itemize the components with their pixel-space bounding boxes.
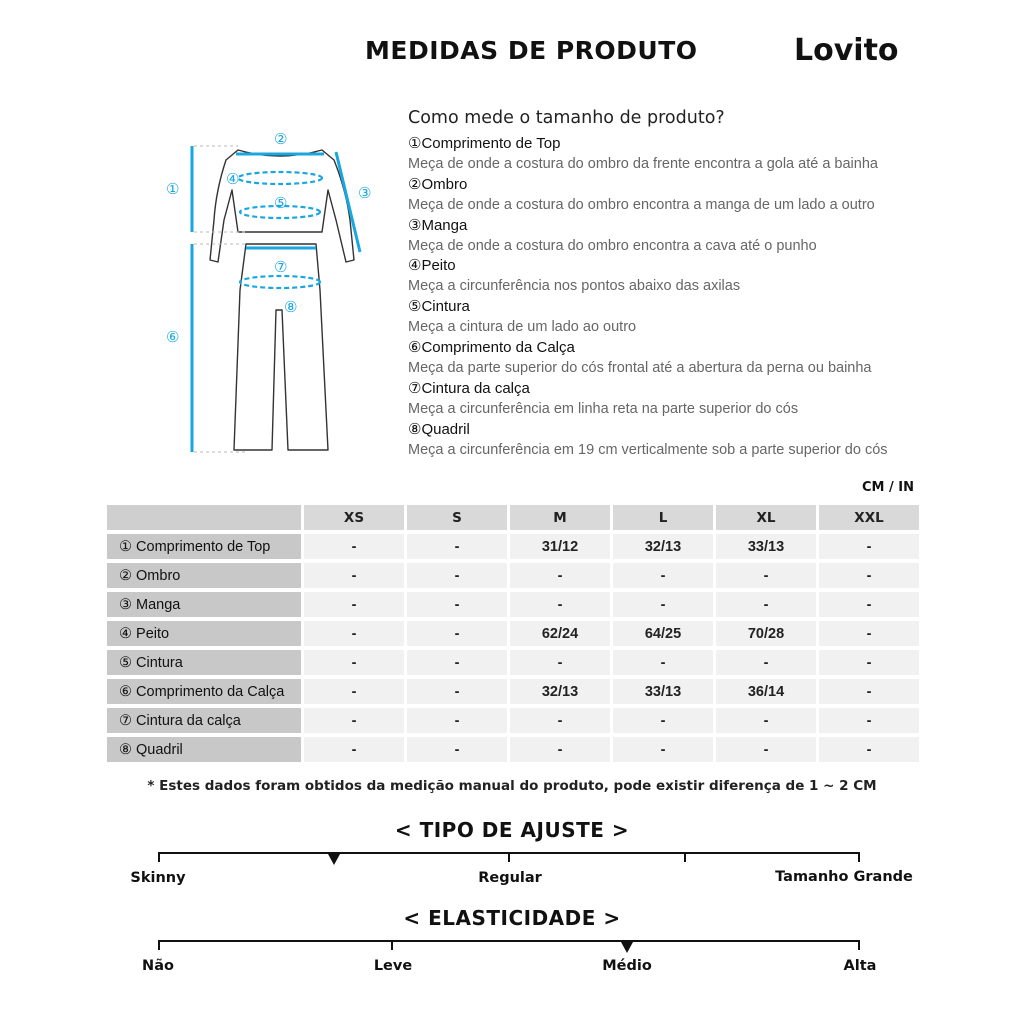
elasticity-tick [158,940,160,950]
marker-7: ⑦ [274,258,288,276]
table-cell: - [819,563,919,588]
guide-item-desc: Meça de onde a costura do ombro encontra a manga de um lado a outro [408,196,875,213]
table-cell: 62/24 [510,621,610,646]
marker-4: ④ [226,170,240,188]
page-title: MEDIDAS DE PRODUTO [365,36,698,65]
guide-item-title: ①Comprimento de Top [408,135,561,152]
table-cell: - [819,534,919,559]
size-header: XXL [819,505,919,530]
guide-item [408,256,1008,297]
table-cell: - [304,650,404,675]
fit-tick [684,852,686,862]
table-cell: - [613,592,713,617]
table-row [107,621,919,646]
table-cell: - [716,737,816,762]
table-cell: - [510,592,610,617]
guide-item-title: ⑤Cintura [408,298,470,316]
table-cell: - [716,592,816,617]
elasticity-selected-marker [621,942,633,953]
marker-3: ③ [358,184,372,202]
table-corner-cell [107,505,301,530]
measurement-label: ⑧ Quadril [107,737,301,762]
table-cell: 36/14 [716,679,816,704]
table-row [107,534,919,559]
guide-item-title: ⑦Cintura da calça [408,379,530,397]
size-header: M [510,505,610,530]
guide-item-title: ⑧Quadril [408,420,470,438]
table-cell: - [613,708,713,733]
marker-5: ⑤ [274,194,288,212]
table-cell: - [819,708,919,733]
fit-title: < TIPO DE AJUSTE > [394,818,630,842]
unit-label: CM / IN [862,480,914,495]
marker-2: ② [274,130,288,148]
table-cell: - [819,621,919,646]
marker-8: ⑧ [284,298,298,316]
table-cell: - [304,708,404,733]
table-header-row [107,505,919,530]
table-cell: 32/13 [613,534,713,559]
elasticity-title: < ELASTICIDADE > [403,906,621,930]
guide-item [408,420,1008,461]
measurement-label: ⑤ Cintura [107,650,301,675]
guide-item-title: ②Ombro [408,175,468,193]
fit-tick [508,852,510,862]
table-cell: 33/13 [716,534,816,559]
table-cell: - [304,679,404,704]
table-cell: - [613,563,713,588]
guide-item-desc: Meça de onde a costura do ombro da frente encontra a gola até a bainha [408,156,878,172]
elasticity-label-medium: Médio [602,958,652,974]
guide-item [408,175,1008,216]
elasticity-tick [391,940,393,950]
guide-item-desc: Meça a cintura de um lado ao outro [408,319,637,336]
brand-logo: Lovito [794,33,899,68]
fit-label-regular: Regular [478,870,542,886]
measurement-label: ① Comprimento de Top [107,534,301,559]
elasticity-label-none: Não [142,958,174,974]
table-cell: - [613,737,713,762]
measurement-label: ⑥ Comprimento da Calça [107,679,301,704]
guide-item-desc: Meça a circunferência nos pontos abaixo das axilas [408,278,741,295]
fit-label-skinny: Skinny [130,870,186,886]
measurement-note: * Estes dados foram obtidos da medição manual do produto, pode existir diferença de 1 ~ 2 CM [147,778,877,794]
fit-tick [858,852,860,862]
garment-illustration [150,120,400,470]
table-cell: - [716,563,816,588]
measurement-label: ③ Manga [107,592,301,617]
guide-heading: Como mede o tamanho de produto? [408,108,725,128]
fit-selected-marker [328,854,340,865]
garment-measurement-figure [150,120,400,470]
table-cell: - [407,592,507,617]
measurement-label: ② Ombro [107,563,301,588]
table-cell: - [716,650,816,675]
elasticity-tick [858,940,860,950]
table-cell: 33/13 [613,679,713,704]
size-header: XS [304,505,404,530]
guide-item [408,216,1008,257]
table-cell: - [304,737,404,762]
guide-item-desc: Meça de onde a costura do ombro encontra a cava até o punho [408,237,817,254]
guide-item-title: ③Manga [408,216,468,234]
table-cell: - [819,737,919,762]
guide-item [408,297,1008,338]
table-cell: - [407,563,507,588]
marker-6: ⑥ [166,328,180,346]
table-cell: - [510,708,610,733]
table-cell: 32/13 [510,679,610,704]
table-cell: - [407,534,507,559]
guide-item-desc: Meça a circunferência em linha reta na parte superior do cós [408,400,799,417]
table-cell: 64/25 [613,621,713,646]
measurement-label: ⑦ Cintura da calça [107,708,301,733]
guide-item [408,379,1008,420]
table-cell: - [510,737,610,762]
measurement-guide [408,108,1008,460]
table-cell: - [304,592,404,617]
table-cell: - [304,621,404,646]
table-cell: - [819,592,919,617]
table-row [107,679,919,704]
table-cell: - [716,708,816,733]
table-cell: - [407,650,507,675]
measurement-label: ④ Peito [107,621,301,646]
marker-1: ① [166,180,180,198]
table-cell: - [304,563,404,588]
elasticity-label-light: Leve [373,958,413,974]
size-table [104,501,922,766]
table-row [107,708,919,733]
table-cell: - [510,650,610,675]
table-cell: - [819,650,919,675]
table-row [107,737,919,762]
guide-item-desc: Meça a circunferência em 19 cm verticalmente sob a parte superior do cós [408,441,888,458]
table-cell: - [304,534,404,559]
table-cell: 31/12 [510,534,610,559]
size-header: S [407,505,507,530]
table-row [107,563,919,588]
fit-tick [158,852,160,862]
guide-item [408,134,1008,175]
table-cell: - [407,737,507,762]
guide-item-title: ⑥Comprimento da Calça [408,338,575,356]
table-cell: - [407,679,507,704]
table-cell: - [613,650,713,675]
table-cell: 70/28 [716,621,816,646]
size-header: L [613,505,713,530]
table-row [107,592,919,617]
guide-item [408,338,1008,379]
table-cell: - [407,621,507,646]
table-cell: - [510,563,610,588]
elasticity-scale-line [158,940,860,942]
table-cell: - [407,708,507,733]
table-cell: - [819,679,919,704]
fit-label-plus: Tamanho Grande [775,869,913,885]
table-row [107,650,919,675]
elasticity-label-high: Alta [843,958,877,974]
size-header: XL [716,505,816,530]
guide-item-desc: Meça da parte superior do cós frontal até a abertura da perna ou bainha [408,359,872,376]
guide-item-title: ④Peito [408,257,456,275]
